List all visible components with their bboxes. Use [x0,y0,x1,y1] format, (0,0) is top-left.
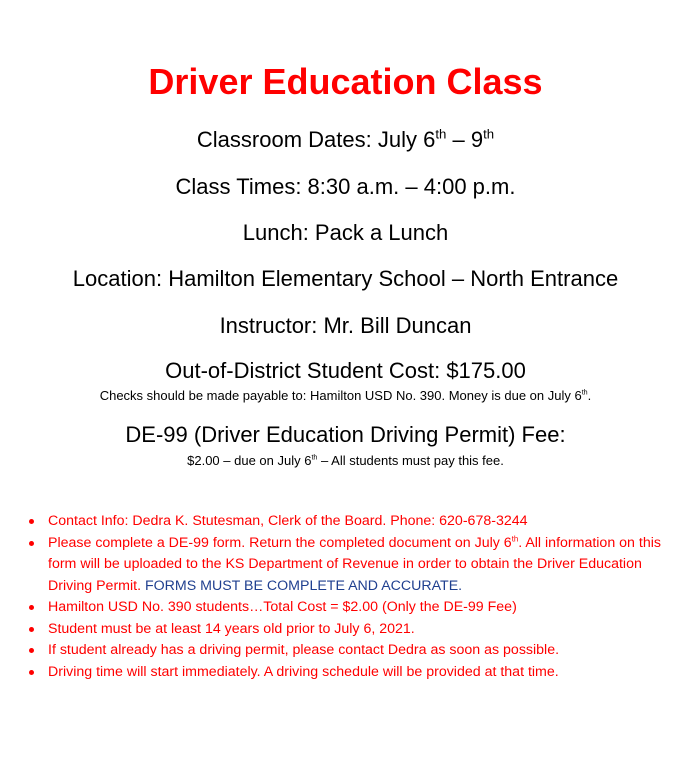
form-instructions-cont: . All information on this form will be uploaded to the KS Department of Revenue in order to obtain the Driver Education Driving Permit. [48,534,661,594]
de99-fee-note [0,452,691,469]
forms-complete-notice: FORMS MUST BE COMPLETE AND ACCURATE. [144,577,463,594]
list-item [48,662,678,684]
bullet-icon [29,605,34,610]
checks-note-end: . [587,388,592,403]
classroom-dates-label: Classroom Dates: [196,127,372,152]
de99-note-post: – All students must pay this fee. [317,453,504,468]
classroom-end-date: 9 [470,127,484,152]
class-times: Class Times: 8:30 a.m. – 4:00 p.m. [175,174,516,199]
bullet-icon [29,519,34,524]
classroom-start-date: July 6 [377,127,436,152]
location-info: Location: Hamilton Elementary School – North Entrance [72,266,619,291]
bullet-icon [29,670,34,675]
classroom-end-suffix: th [483,126,495,142]
driving-time-note: Driving time will start immediately. A driving schedule will be provided at that time. [48,663,559,680]
bullet-icon [29,648,34,653]
form-date-suffix: th [511,533,519,543]
list-item [48,640,678,662]
list-item [48,533,678,598]
classroom-dates [0,126,691,154]
checks-note-text: Checks should be made payable to: Hamilton USD No. 390. Money is due on July 6 [99,388,582,403]
bullet-icon [29,627,34,632]
de99-note-pre: $2.00 – due on July 6 [187,453,312,468]
checks-note-suffix: th [581,388,588,397]
usd-students-cost: Hamilton USD No. 390 students…Total Cost = $2.00 (Only the DE-99 Fee) [48,599,517,615]
de99-fee-heading: DE-99 (Driver Education Driving Permit) Fee: [125,422,566,447]
list-item [48,619,678,641]
age-requirement: Student must be at least 14 years old prior to July 6, 2021. [48,620,415,637]
checks-payable-note [0,387,691,404]
form-instructions: Please complete a DE-99 form. Return the completed document on July 6 [48,534,512,551]
out-of-district-cost: Out-of-District Student Cost: $175.00 [165,358,526,383]
classroom-dash: – [452,127,465,152]
contact-info: Contact Info: Dedra K. Stutesman, Clerk of the Board. Phone: 620-678-3244 [48,513,528,529]
bullet-icon [29,541,34,546]
instructor-info: Instructor: Mr. Bill Duncan [219,313,472,338]
lunch-info: Lunch: Pack a Lunch [242,220,449,245]
list-item [48,511,678,533]
de99-note-suffix: th [311,453,318,462]
classroom-start-suffix: th [435,126,447,142]
list-item [48,597,678,619]
page-title: Driver Education Class [148,61,543,102]
info-bullet-list [48,511,678,683]
existing-permit-note: If student already has a driving permit, please contact Dedra as soon as possible. [48,642,560,658]
